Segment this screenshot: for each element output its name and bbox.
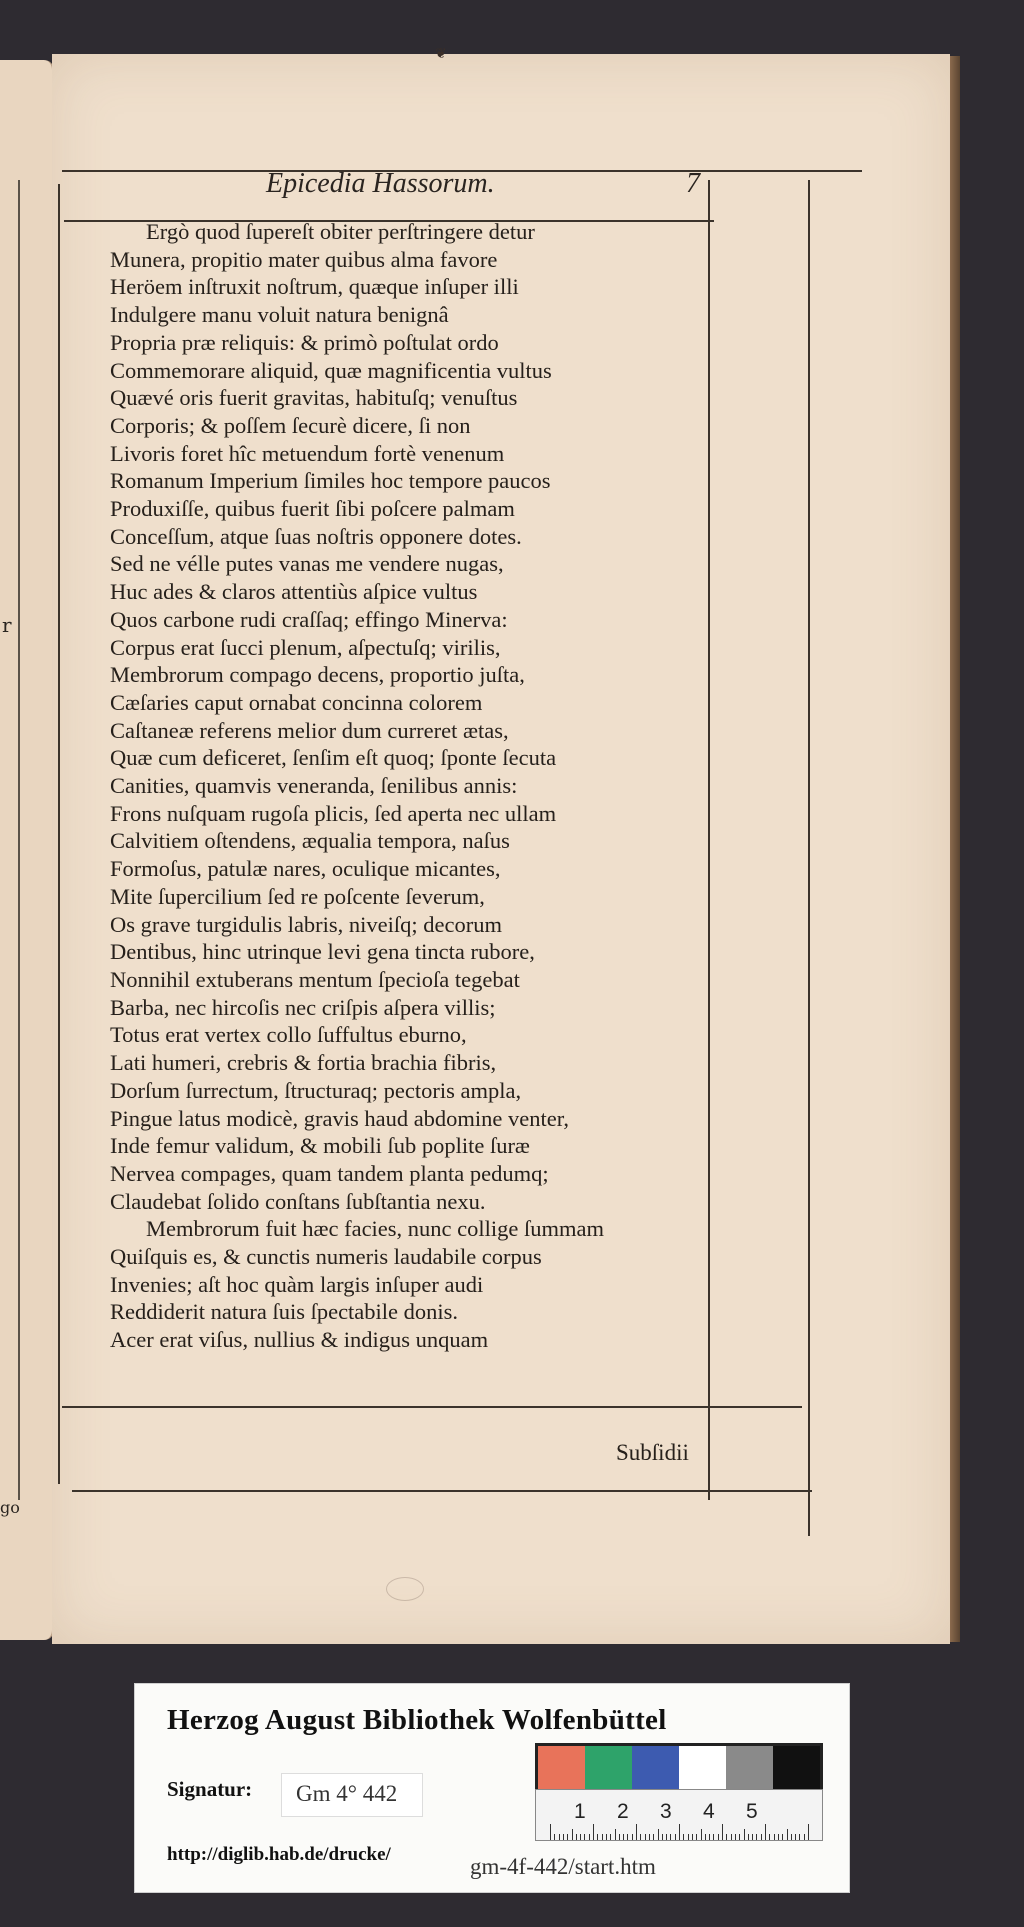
ruler-tick	[692, 1834, 693, 1840]
text-line: Barba, nec hircoſis nec criſpis aſpera villis;	[110, 994, 496, 1020]
ruler-number: 5	[746, 1800, 758, 1823]
text-line: Romanum Imperium ſimiles hoc tempore paucos	[110, 468, 551, 494]
ruler-number: 4	[703, 1800, 715, 1823]
poem-text	[110, 218, 750, 1354]
ruler-tick	[559, 1834, 560, 1840]
text-line: Quævé oris fuerit gravitas, habituſq; venuſtus	[110, 385, 518, 411]
text-line: Membrorum fuit hæc facies, nunc collige ſummam	[146, 1216, 605, 1242]
ruler-tick	[610, 1834, 611, 1840]
text-line: Corpus erat ſucci plenum, aſpectuſq; virilis,	[110, 634, 501, 660]
ruler-tick	[688, 1834, 689, 1840]
ruler-tick	[683, 1834, 684, 1840]
ruler-tick	[808, 1824, 809, 1840]
text-line: Dorſum ſurrectum, ſtructuraq; pectoris ampla,	[110, 1077, 522, 1103]
text-line: Munera, propitio mater quibus alma favore	[110, 246, 498, 272]
ruler-tick	[701, 1829, 702, 1840]
ruler-tick	[645, 1834, 646, 1840]
frame-rule-left	[58, 184, 60, 1484]
ruler-tick	[584, 1834, 585, 1840]
text-line: Inde femur validum, & mobili ſub poplite ſuræ	[110, 1133, 530, 1159]
running-head: Epicedia Hassorum.	[266, 168, 495, 199]
text-line: Indulgere manu voluit natura benignâ	[110, 302, 449, 328]
text-line: Propria præ reliquis: & primò poſtulat ordo	[110, 329, 499, 355]
signature-box	[281, 1773, 423, 1817]
ruler-tick	[615, 1829, 616, 1840]
ruler-tick	[787, 1829, 788, 1840]
frame-rule-right-outer	[808, 180, 810, 1536]
text-line: Dentibus, hinc utrinque levi gena tincta rubore,	[110, 939, 535, 965]
text-line: Quæ cum deficeret, ſenſim eſt quoq; ſponte ſecuta	[110, 745, 557, 771]
ruler-tick	[731, 1834, 732, 1840]
text-line: Lati humeri, crebris & fortia brachia fibris,	[110, 1050, 497, 1076]
ruler-tick	[653, 1834, 654, 1840]
ruler-tick	[640, 1834, 641, 1840]
stain-mark	[386, 1577, 424, 1601]
ruler-tick	[666, 1834, 667, 1840]
text-line: Canities, quamvis veneranda, ſenilibus annis:	[110, 773, 518, 799]
ruler-tick	[696, 1834, 697, 1840]
ruler-tick	[670, 1834, 671, 1840]
library-name: Herzog August Bibliothek Wolfenbüttel	[167, 1704, 667, 1736]
ruler-tick	[550, 1824, 551, 1840]
text-line: Corporis; & poſſem ſecurè dicere, ſi non	[110, 412, 471, 438]
ruler-tick	[662, 1834, 663, 1840]
ruler-tick	[597, 1834, 598, 1840]
text-line: Quos carbone rudi craſſaq; effingo Minerva:	[110, 606, 508, 632]
text-line: Totus erat vertex collo ſuffultus eburno,	[110, 1022, 467, 1048]
ruler-tick	[602, 1834, 603, 1840]
ruler-tick	[722, 1824, 723, 1840]
text-line: Claudebat ſolido conſtans ſubſtantia nexu.	[110, 1188, 486, 1214]
ruler-tick	[769, 1834, 770, 1840]
frame-rule-bottom-inner	[62, 1406, 802, 1408]
catchword: Subſidii	[616, 1440, 689, 1465]
text-line: Frons nuſquam rugoſa plicis, ſed aperta nec ullam	[110, 800, 557, 826]
ruler-tick	[739, 1834, 740, 1840]
text-line: Nonnihil extuberans mentum ſpecioſa tegebat	[110, 966, 520, 992]
ruler-tick	[563, 1834, 564, 1840]
text-line: Quiſquis es, & cunctis numeris laudabile corpus	[110, 1244, 542, 1270]
ruler-tick	[593, 1824, 594, 1840]
ruler-tick	[761, 1834, 762, 1840]
left-leaf-catchword: go	[0, 1498, 20, 1517]
ruler-tick	[567, 1834, 568, 1840]
text-line: Livoris foret hîc metuendum fortè venenum	[110, 440, 505, 466]
ruler-tick	[765, 1824, 766, 1840]
measurement-ruler	[535, 1789, 823, 1841]
text-line: Invenies; aſt hoc quàm largis inſuper audi	[110, 1271, 484, 1297]
ruler-tick	[636, 1824, 637, 1840]
ruler-tick	[774, 1834, 775, 1840]
text-line: Ergò quod ſupereſt obiter perſtringere detur	[146, 219, 535, 244]
ruler-tick	[795, 1834, 796, 1840]
ruler-tick	[799, 1834, 800, 1840]
signature-label: Signatur:	[167, 1777, 253, 1801]
ruler-number: 3	[660, 1800, 672, 1823]
ruler-tick	[756, 1834, 757, 1840]
ruler-tick	[580, 1834, 581, 1840]
text-line: Pingue latus modicè, gravis haud abdomine venter,	[110, 1105, 569, 1131]
ruler-tick	[632, 1834, 633, 1840]
signature-value: Gm 4° 442	[296, 1781, 398, 1806]
text-line: Calvitiem oſtendens, æqualia tempora, naſus	[110, 828, 510, 854]
ruler-tick	[679, 1824, 680, 1840]
frame-rule-bottom-outer	[72, 1490, 812, 1492]
book-page	[52, 46, 950, 1644]
ruler-tick	[735, 1834, 736, 1840]
ruler-tick	[606, 1834, 607, 1840]
ruler-tick	[572, 1829, 573, 1840]
previous-page-edge	[0, 60, 54, 1640]
ruler-tick	[619, 1834, 620, 1840]
text-line: Nervea compages, quam tandem planta pedumq;	[110, 1160, 549, 1186]
ruler-number: 1	[574, 1800, 586, 1823]
text-line: Commemorare aliquid, quæ magnificentia vultus	[110, 357, 552, 383]
text-line: Cæſaries caput ornabat concinna colorem	[110, 689, 483, 715]
left-frame-rule	[18, 180, 20, 1500]
text-line: Conceſſum, atque ſuas noſtris opponere dotes.	[110, 523, 522, 549]
text-line: Reddiderit natura ſuis ſpectabile donis.	[110, 1299, 459, 1325]
ruler-tick	[589, 1834, 590, 1840]
url-suffix: gm-4f-442/start.htm	[470, 1854, 656, 1879]
text-line: Huc ades & claros attentiùs aſpice vultus	[110, 579, 478, 605]
url-prefix: http://diglib.hab.de/drucke/	[167, 1844, 391, 1865]
ruler-tick	[778, 1834, 779, 1840]
text-line: Produxiſſe, quibus fuerit ſibi poſcere palmam	[110, 496, 515, 522]
page-number: 7	[686, 168, 700, 199]
text-line: Acer erat viſus, nullius & indigus unquam	[110, 1327, 489, 1353]
ruler-tick	[675, 1834, 676, 1840]
ruler-tick	[709, 1834, 710, 1840]
text-line: Formoſus, patulæ nares, oculique micantes,	[110, 856, 501, 882]
ruler-tick	[623, 1834, 624, 1840]
text-line: Sed ne vélle putes vanas me vendere nugas,	[110, 551, 504, 577]
ruler-tick	[705, 1834, 706, 1840]
ruler-number: 2	[617, 1800, 629, 1823]
ruler-tick	[554, 1834, 555, 1840]
ruler-tick	[627, 1834, 628, 1840]
ink-mark-icon: ❦	[435, 46, 447, 62]
ruler-tick	[649, 1834, 650, 1840]
ruler-tick	[576, 1834, 577, 1840]
ruler-tick	[748, 1834, 749, 1840]
ruler-tick	[752, 1834, 753, 1840]
ruler-tick	[791, 1834, 792, 1840]
text-line: Heröem inſtruxit noſtrum, quæque inſuper illi	[110, 274, 519, 300]
text-line: Membrorum compago decens, proportio juſta,	[110, 662, 525, 688]
ruler-tick	[713, 1834, 714, 1840]
ruler-tick	[782, 1834, 783, 1840]
ruler-tick	[804, 1834, 805, 1840]
text-line: Mite ſupercilium ſed re poſcente ſeverum,	[110, 883, 485, 909]
ruler-tick	[744, 1829, 745, 1840]
text-line: Os grave turgidulis labris, niveiſq; decorum	[110, 911, 503, 937]
ruler-tick	[726, 1834, 727, 1840]
ruler-tick	[658, 1829, 659, 1840]
ruler-tick	[718, 1834, 719, 1840]
library-label-card	[134, 1683, 850, 1893]
left-leaf-mark: r	[2, 613, 12, 637]
text-line: Caſtaneæ referens melior dum curreret ætas,	[110, 717, 509, 743]
